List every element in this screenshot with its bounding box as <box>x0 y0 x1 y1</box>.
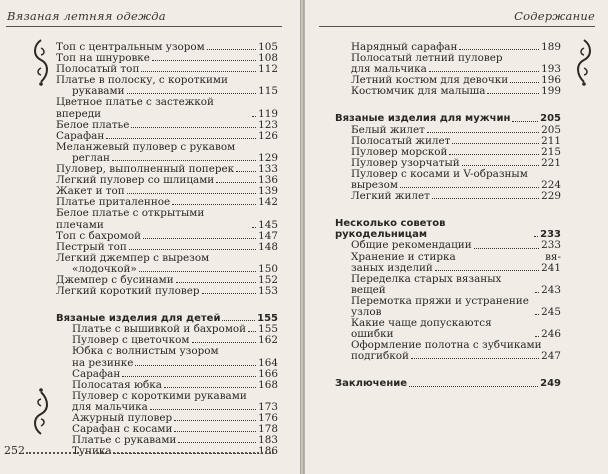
dot-leader <box>135 365 256 366</box>
toc-entry-page: 205 <box>540 113 561 125</box>
toc-entry-title: Пуловер с цветочком <box>72 334 190 347</box>
toc-entry-page: 168 <box>258 378 278 391</box>
toc-entry-page: 126 <box>258 129 278 142</box>
dot-leader <box>535 314 539 315</box>
toc-entry-title: Полосатая юбка <box>72 378 162 391</box>
dot-leader <box>129 249 256 250</box>
toc-entry-title: Легкий пуловер со шлицами <box>56 174 215 187</box>
dot-leader <box>131 127 256 128</box>
dot-leader <box>462 165 539 166</box>
dot-leader <box>429 71 539 72</box>
toc-entry-title: Нарядный сарафан <box>351 41 458 53</box>
toc-entry-title: для мальчика <box>351 63 427 76</box>
toc-entry-page: 241 <box>541 261 561 274</box>
toc-entry-page: 148 <box>258 240 278 253</box>
toc-entry-page: 108 <box>258 52 278 65</box>
toc-entry-page: 129 <box>258 151 278 164</box>
dot-leader <box>106 138 256 139</box>
toc-entry-page: 196 <box>541 74 561 87</box>
toc-entry-title: Белое платье с открытыми плечами <box>56 207 205 231</box>
toc-entry-title: Платье в полоску, с короткими <box>56 74 228 87</box>
dot-leader <box>192 342 257 343</box>
toc-entry-title: Вязаные изделия для мужчин <box>335 113 511 125</box>
dot-leader <box>535 292 539 293</box>
toc-entry-title: заных изделий <box>351 261 433 274</box>
toc-section-heading <box>335 113 561 124</box>
section-gap <box>335 202 561 218</box>
toc-entry-title: для мальчика <box>72 400 148 413</box>
toc-entry-page: 199 <box>541 85 561 98</box>
dot-leader <box>152 60 256 61</box>
toc-entry <box>335 318 561 340</box>
dot-leader <box>435 270 539 271</box>
footer-dotted-rule <box>26 452 274 454</box>
toc-entry-page: 245 <box>541 305 561 318</box>
toc-entry-page: 247 <box>541 350 561 363</box>
toc-entry-page: 155 <box>258 323 278 336</box>
toc-entry-page: 162 <box>258 334 278 347</box>
toc-entry-title: Пуловер с короткими рукавами <box>72 389 247 402</box>
toc-entry-title: Костюмчик для малыша <box>351 85 486 98</box>
dot-leader <box>174 431 256 432</box>
scroll-ornament-icon <box>30 388 52 436</box>
toc-entry-title: Жакет и топ <box>56 185 125 198</box>
toc-entry-title: «лодочкой» <box>72 262 137 275</box>
toc-entry-page: 229 <box>541 190 561 203</box>
toc-entry-title: Оформление полотна с зубчиками <box>351 339 542 352</box>
toc-entry-title: Топ на шнуровке <box>56 52 150 65</box>
dot-leader <box>127 193 256 194</box>
toc-entry-title: Вязаные изделия для детей <box>56 313 221 325</box>
dot-leader <box>510 82 539 83</box>
toc-entry <box>335 351 561 362</box>
toc-entry-page: 249 <box>540 378 561 390</box>
toc-entry-page: 205 <box>541 123 561 136</box>
dot-leader <box>141 71 256 72</box>
toc-entry-title: Пестрый топ <box>56 240 127 253</box>
toc-entry <box>335 274 561 296</box>
toc-entry <box>335 191 561 202</box>
dot-leader <box>252 227 256 228</box>
running-head-left: Вязаная летняя одежда <box>7 9 166 23</box>
dot-leader <box>535 336 539 337</box>
scroll-ornament-icon <box>573 38 595 86</box>
toc-entry-page: 147 <box>258 229 278 242</box>
dot-leader <box>216 182 256 183</box>
toc-entry-title: вырезом <box>351 179 398 192</box>
toc-entry-title: Пуловер морской <box>351 145 448 158</box>
toc-entry-title: Пуловер с косами и V-образным <box>351 167 528 180</box>
toc-entry-title: реглан <box>72 151 110 164</box>
toc-entry-page: 176 <box>258 412 278 424</box>
dot-leader <box>449 154 539 155</box>
toc-entry <box>56 358 278 369</box>
toc-entry-page: 178 <box>258 423 278 436</box>
toc-entry-title: Полосатый жилет <box>351 134 451 147</box>
toc-entry-title: Платье приталенное <box>56 196 171 209</box>
toc-entry-page: 164 <box>258 356 278 369</box>
toc-entry-page: 224 <box>541 179 561 192</box>
dot-leader <box>432 198 539 199</box>
toc-entry-title: Платье с вышивкой и бахромой <box>72 323 247 336</box>
toc-entry-page: 123 <box>258 118 278 131</box>
toc-entry-title: Ажурный пуловер <box>72 412 173 424</box>
toc-entry-page: 246 <box>541 328 561 341</box>
dot-leader <box>122 376 256 377</box>
dot-leader <box>512 121 538 122</box>
toc-entry-title: Белое платье <box>56 118 130 131</box>
toc-section-heading <box>335 378 561 389</box>
toc-entry-title: Перемотка пряжи и устранение узлов <box>351 294 529 318</box>
toc-entry-title: рукавами <box>72 85 125 98</box>
toc-entry-title: Джемпер с бусинами <box>56 273 174 286</box>
toc-entry-title: Легкий жилет <box>351 190 430 203</box>
dot-leader <box>150 409 256 410</box>
dot-leader <box>400 187 539 188</box>
toc-entry-page: 215 <box>541 145 561 158</box>
dot-leader <box>172 204 256 205</box>
toc-entry-title: Несколько советов рукодельницам <box>335 218 446 241</box>
toc-entry-title: Сарафан <box>72 367 121 380</box>
toc-entry-page: 145 <box>258 218 278 231</box>
dot-leader <box>176 282 257 283</box>
toc-list-left <box>56 42 278 457</box>
dot-leader <box>207 49 256 50</box>
toc-entry-title: на резинке <box>72 356 134 369</box>
toc-entry-page: 105 <box>258 41 278 53</box>
running-head-right: Содержание <box>514 9 595 23</box>
dot-leader <box>474 248 540 249</box>
dot-leader <box>248 331 256 332</box>
toc-entry-title: Полосатый летний пуловер <box>351 52 503 65</box>
toc-entry-page: 112 <box>258 63 278 76</box>
toc-entry-page: 133 <box>258 163 278 176</box>
toc-entry-page: 173 <box>258 400 278 413</box>
toc-entry-page: 142 <box>258 196 278 209</box>
toc-entry-title: Платье с рукавами <box>72 434 177 447</box>
dot-leader <box>174 420 256 421</box>
toc-entry-page: 211 <box>541 134 561 147</box>
page-number: 252 <box>4 444 25 457</box>
toc-entry-title: Какие чаще допускаются ошибки <box>351 317 492 341</box>
dot-leader <box>252 116 256 117</box>
dot-leader <box>143 238 256 239</box>
toc-entry-page: 233 <box>541 239 561 252</box>
section-gap <box>56 297 278 313</box>
toc-entry-page: 155 <box>257 313 278 325</box>
toc-entry <box>335 240 561 251</box>
toc-entry-title: Сарафан с косами <box>72 423 173 436</box>
toc-entry-title: Пуловер, выполненный поперек <box>56 163 235 176</box>
section-gap <box>335 362 561 378</box>
toc-entry-page: 139 <box>258 185 278 198</box>
toc-entry-page: 150 <box>258 262 278 275</box>
toc-entry-page: 152 <box>258 273 278 286</box>
dot-leader <box>534 236 538 237</box>
toc-entry-title: Переделка старых вязаных вещей <box>351 272 502 296</box>
toc-entry-page: 183 <box>258 434 278 447</box>
toc-entry <box>335 86 561 97</box>
section-gap <box>335 97 561 113</box>
toc-section-heading <box>335 218 561 240</box>
toc-entry-title: Туника <box>72 445 112 458</box>
toc-entry-title: Пуловер узорчатый <box>351 156 460 169</box>
dot-leader <box>236 171 256 172</box>
toc-entry-title: Хранение и стирка <box>351 250 456 263</box>
toc-entry-title: Полосатый топ <box>56 63 140 76</box>
toc-entry-title: Белый жилет <box>351 123 425 136</box>
toc-entry-title: Летний костюм для девочки <box>351 74 509 87</box>
toc-entry-title: Цветное платье с застежкой впереди <box>56 96 214 120</box>
toc-entry-title: подгибкой <box>351 350 409 363</box>
dot-leader <box>139 271 256 272</box>
toc-entry-title: Меланжевый пуловер с рукавом <box>56 140 236 153</box>
dot-leader <box>487 93 539 94</box>
toc-entry-page: 136 <box>258 174 278 187</box>
dot-leader <box>427 132 539 133</box>
dot-leader <box>112 160 256 161</box>
scroll-ornament-icon <box>30 38 52 86</box>
toc-entry <box>335 296 561 318</box>
toc-entry <box>56 286 278 297</box>
toc-entry-title: Топ с центральным узором <box>56 41 205 53</box>
toc-entry-page: 115 <box>258 85 278 98</box>
dot-leader <box>127 93 257 94</box>
toc-entry-title: Сарафан <box>56 129 105 142</box>
toc-entry-title: Топ с бахромой <box>56 229 142 242</box>
toc-entry <box>56 346 278 357</box>
right-page <box>304 0 608 474</box>
toc-list-right <box>335 42 561 390</box>
toc-entry-page: 166 <box>258 367 278 380</box>
dot-leader <box>222 320 255 321</box>
toc-entry-title: Общие рекомендации <box>351 239 472 252</box>
toc-entry-page: 233 <box>540 229 561 241</box>
toc-entry-page: 189 <box>541 41 561 53</box>
dot-leader <box>178 442 256 443</box>
dot-leader <box>164 387 256 388</box>
toc-entry-title: Легкий короткий пуловер <box>56 285 200 298</box>
toc-entry <box>56 208 278 230</box>
dot-leader <box>452 143 539 144</box>
toc-entry-page: 186 <box>258 445 278 458</box>
toc-entry-page: 153 <box>258 285 278 298</box>
header-rule-left <box>6 26 282 27</box>
toc-entry-title: Легкий джемпер с вырезом <box>56 251 210 264</box>
toc-entry-page: вя- <box>545 250 561 263</box>
left-page <box>0 0 301 474</box>
toc-entry-page: 243 <box>541 283 561 296</box>
dot-leader <box>202 293 257 294</box>
toc-entry <box>335 125 561 136</box>
toc-entry <box>56 97 278 119</box>
toc-entry-page: 193 <box>541 63 561 76</box>
toc-entry-page: 119 <box>258 107 278 120</box>
toc-entry-title: Заключение <box>335 378 408 390</box>
header-rule-right <box>319 26 595 27</box>
dot-leader <box>409 386 538 387</box>
toc-entry-title: Юбка с волнистым узором <box>72 345 219 358</box>
dot-leader <box>459 49 539 50</box>
toc-entry <box>335 252 561 263</box>
dot-leader <box>411 358 539 359</box>
toc-entry-page: 221 <box>541 156 561 169</box>
